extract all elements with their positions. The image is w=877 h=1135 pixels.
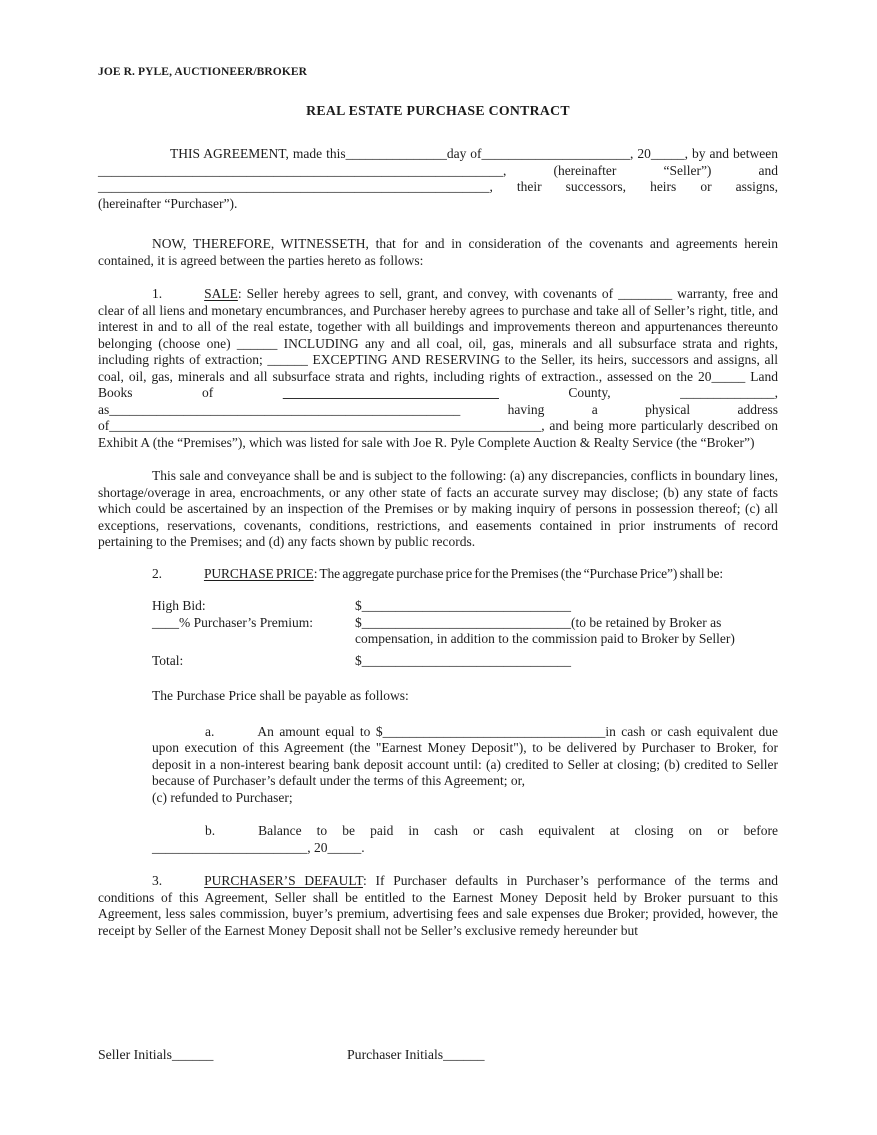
payable-intro: The Purchase Price shall be payable as follows: (152, 688, 409, 703)
price-row-high-bid (152, 598, 778, 615)
witnesseth-paragraph: NOW, THEREFORE, WITNESSETH, that for and in consideration of the covenants and agreements herein contained, it is agreed between the parties hereto as follows: (98, 236, 778, 268)
section-2-body: : The aggregate purchase price for the Premises (the “Purchase Price”) shall be: (313, 565, 724, 581)
initials-footer (98, 1047, 778, 1064)
document-title: REAL ESTATE PURCHASE CONTRACT (306, 102, 570, 118)
item-b-text: Balance to be paid in cash or cash equivalent at closing on or before (258, 823, 778, 838)
section-1-body-continued: County, ______________, as____________________________________________________ having a physical address of________________________________________________________________, and being more particularly described on Exhibit A (the “Premises”), which was listed for sale with Joe R. Pyle Complete Auction & Realty Service (the “Broker”) (98, 385, 778, 450)
opening-line-2: ____________________________________________________________, (hereinafter “Seller”) and (98, 162, 778, 178)
opening-line-1: THIS AGREEMENT, made this_______________day of______________________, 20_____, by and between (170, 146, 778, 161)
item-a-text: An amount equal to $_________________________________in cash or cash equivalent due upon execution of this Agreement (the "Earnest Money Deposit"), to be delivered by Purchaser to Broker, for deposit in a non-interest bearing bank deposit account until: (a) credited to Seller at closing; (b) credited to Seller because of Purchaser’s default under the terms of this Agreement; or, (152, 723, 778, 788)
opening-line-3: __________________________________________________________, their successors, heirs or assigns, (98, 179, 778, 194)
payable-item-a (152, 724, 778, 790)
letterhead: JOE R. PYLE, AUCTIONEER/BROKER (98, 66, 308, 78)
price-value-blank: $_______________________________(to be retained by Broker as compensation, in addition to the commission paid to Broker by Seller) (355, 614, 735, 646)
seller-initials-label: Seller Initials______ (98, 1047, 214, 1062)
section-1-sale (98, 286, 778, 451)
section-2-purchase-price (98, 566, 778, 583)
section-1-number: 1. (152, 286, 163, 301)
opening-line-4: (hereinafter “Purchaser”). (98, 195, 238, 211)
land-books-blank: ________________________________ (282, 385, 499, 400)
item-b-line-1 (152, 823, 778, 840)
item-b-letter: b. (205, 823, 216, 838)
price-row-total (152, 653, 778, 670)
section-1-heading: SALE (204, 286, 238, 301)
item-a-letter: a. (205, 723, 215, 739)
item-b-line-2: _______________________, 20_____. (152, 839, 365, 855)
opening-paragraph (98, 146, 778, 212)
section-3-number: 3. (152, 873, 163, 888)
price-value-blank: $_______________________________ (355, 598, 571, 613)
subject-to-paragraph: This sale and conveyance shall be and is subject to the following: (a) any discrepancies, conflicts in boundary lines, shortage/overage in area, encroachments, or any other state of facts an accurate survey may disclose; (b) any state of facts which could be ascertained by an inspection of the Premises or by making inquiry of persons in possession thereof; (c) all exceptions, reservations, covenants, conditions, restrictions, and easements contained in prior instruments of record pertaining to the Premises; and (d) any facts shown by public records. (98, 468, 778, 549)
price-value-blank: $_______________________________ (355, 652, 571, 668)
section-2-heading: PURCHASE PRICE (203, 565, 314, 581)
section-2-number: 2. (152, 565, 162, 581)
price-table (152, 598, 778, 669)
purchaser-initials-label: Purchaser Initials______ (347, 1047, 485, 1062)
section-3-purchasers-default (98, 873, 778, 939)
payable-item-b (152, 823, 778, 856)
price-label: ____% Purchaser’s Premium: (152, 614, 313, 630)
section-1-body: : Seller hereby agrees to sell, grant, and convey, with covenants of ________ warranty, free and clear of all liens and monetary encumbrances, and Purchaser hereby agrees to purchase and take all of Seller’s right, title, and interest in and to all of the real estate, together with all buildings and improvements thereon and appurtenances thereunto belonging (choose one) ______ INCLUDING any and all coal, oil, gas, minerals and all subsurface strata and rights, including rights of extraction; ______ EXCEPTING AND RESERVING to the Seller, its heirs, successors and assigns, all coal, oil, gas, minerals and all subsurface strata and rights, including rights of extraction., assessed on the 20_____ Land Books of (98, 286, 778, 400)
payable-item-a-line-c: (c) refunded to Purchaser; (152, 789, 293, 805)
price-label: High Bid: (152, 598, 206, 613)
price-row-premium (152, 615, 778, 648)
section-3-heading: PURCHASER’S DEFAULT (204, 873, 363, 888)
price-label: Total: (152, 652, 184, 668)
section-3-body: : If Purchaser defaults in Purchaser’s performance of the terms and conditions of this Agreement, Seller shall be entitled to the Earnest Money Deposit held by Broker pursuant to this Agreement, less sales commission, buyer’s premium, advertising fees and sale expenses due Broker; provided, however, the receipt by Seller of the Earnest Money Deposit shall not be Seller’s exclusive remedy hereunder but (98, 873, 778, 938)
